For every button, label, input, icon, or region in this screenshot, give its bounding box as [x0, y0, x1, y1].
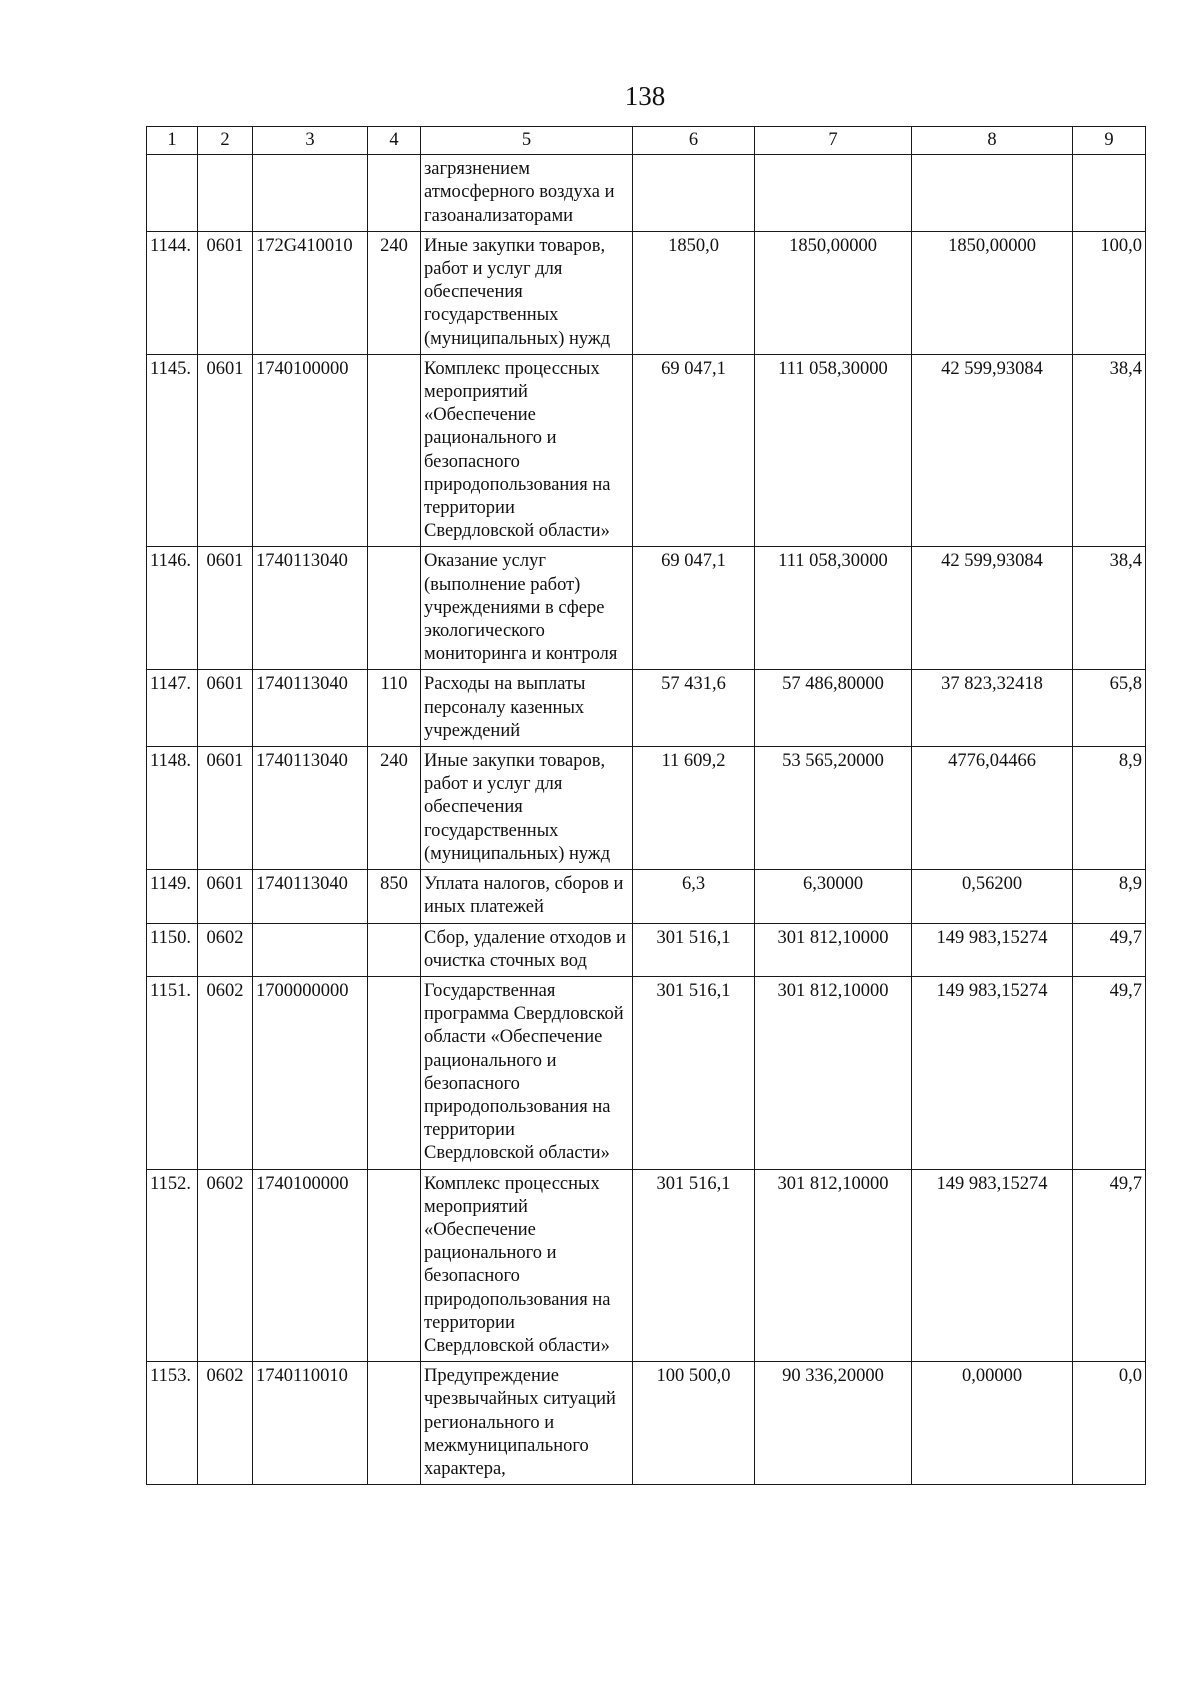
row-number: 1146. — [147, 547, 198, 670]
row-number: 1145. — [147, 354, 198, 547]
target-code: 1740113040 — [253, 870, 368, 923]
section-code: 0601 — [198, 670, 253, 747]
plan-amount: 301 516,1 — [633, 923, 755, 976]
target-code: 172G410010 — [253, 231, 368, 354]
section-code — [198, 155, 253, 232]
item-name: Государственная программа Свердловской области «Обеспечение рационального и безопасного природопользования на территории Свердловской области» — [421, 976, 633, 1169]
refined-amount: 57 486,80000 — [755, 670, 912, 747]
execution-percent: 38,4 — [1073, 547, 1146, 670]
item-name: Расходы на выплаты персоналу казенных учреждений — [421, 670, 633, 747]
column-header: 2 — [198, 127, 253, 155]
refined-amount: 6,30000 — [755, 870, 912, 923]
expense-type — [368, 923, 421, 976]
execution-percent: 8,9 — [1073, 747, 1146, 870]
expense-type: 850 — [368, 870, 421, 923]
header-row — [147, 127, 1146, 155]
expense-type: 240 — [368, 747, 421, 870]
section-code: 0601 — [198, 354, 253, 547]
expense-type — [368, 354, 421, 547]
target-code: 1700000000 — [253, 976, 368, 1169]
row-number: 1147. — [147, 670, 198, 747]
section-code: 0602 — [198, 1169, 253, 1362]
refined-amount: 301 812,10000 — [755, 1169, 912, 1362]
item-name: Комплекс процессных мероприятий «Обеспечение рационального и безопасного природопользования на территории Свердловской области» — [421, 1169, 633, 1362]
column-header: 4 — [368, 127, 421, 155]
column-header: 6 — [633, 127, 755, 155]
target-code: 1740113040 — [253, 670, 368, 747]
executed-amount: 37 823,32418 — [912, 670, 1073, 747]
execution-percent: 49,7 — [1073, 1169, 1146, 1362]
executed-amount — [912, 155, 1073, 232]
executed-amount: 149 983,15274 — [912, 1169, 1073, 1362]
expense-type — [368, 1362, 421, 1485]
refined-amount: 53 565,20000 — [755, 747, 912, 870]
row-number: 1153. — [147, 1362, 198, 1485]
refined-amount: 301 812,10000 — [755, 923, 912, 976]
item-name: Комплекс процессных мероприятий «Обеспечение рационального и безопасного природопользования на территории Свердловской области» — [421, 354, 633, 547]
item-name: Иные закупки товаров, работ и услуг для обеспечения государственных (муниципальных) нужд — [421, 747, 633, 870]
plan-amount: 100 500,0 — [633, 1362, 755, 1485]
executed-amount: 4776,04466 — [912, 747, 1073, 870]
table-row — [147, 747, 1146, 870]
section-code: 0601 — [198, 231, 253, 354]
target-code: 1740110010 — [253, 1362, 368, 1485]
table-row — [147, 976, 1146, 1169]
executed-amount: 1850,00000 — [912, 231, 1073, 354]
refined-amount — [755, 155, 912, 232]
execution-percent — [1073, 155, 1146, 232]
plan-amount: 1850,0 — [633, 231, 755, 354]
executed-amount: 0,00000 — [912, 1362, 1073, 1485]
refined-amount: 111 058,30000 — [755, 354, 912, 547]
executed-amount: 149 983,15274 — [912, 923, 1073, 976]
section-code: 0601 — [198, 747, 253, 870]
plan-amount: 69 047,1 — [633, 547, 755, 670]
execution-percent: 49,7 — [1073, 976, 1146, 1169]
table-row — [147, 547, 1146, 670]
plan-amount: 57 431,6 — [633, 670, 755, 747]
plan-amount: 69 047,1 — [633, 354, 755, 547]
executed-amount: 0,56200 — [912, 870, 1073, 923]
refined-amount: 111 058,30000 — [755, 547, 912, 670]
item-name: Предупреждение чрезвычайных ситуаций регионального и межмуниципального характера, — [421, 1362, 633, 1485]
refined-amount: 90 336,20000 — [755, 1362, 912, 1485]
item-name: Сбор, удаление отходов и очистка сточных вод — [421, 923, 633, 976]
row-number: 1144. — [147, 231, 198, 354]
item-name: Оказание услуг (выполнение работ) учреждениями в сфере экологического мониторинга и контроля — [421, 547, 633, 670]
target-code — [253, 923, 368, 976]
execution-percent: 65,8 — [1073, 670, 1146, 747]
section-code: 0601 — [198, 870, 253, 923]
refined-amount: 301 812,10000 — [755, 976, 912, 1169]
execution-percent: 38,4 — [1073, 354, 1146, 547]
plan-amount: 301 516,1 — [633, 1169, 755, 1362]
section-code: 0601 — [198, 547, 253, 670]
row-number: 1149. — [147, 870, 198, 923]
row-number — [147, 155, 198, 232]
plan-amount: 301 516,1 — [633, 976, 755, 1169]
table-row — [147, 923, 1146, 976]
column-header: 9 — [1073, 127, 1146, 155]
plan-amount: 11 609,2 — [633, 747, 755, 870]
expense-type: 110 — [368, 670, 421, 747]
section-code: 0602 — [198, 923, 253, 976]
table-row — [147, 231, 1146, 354]
execution-percent: 0,0 — [1073, 1362, 1146, 1485]
expense-type — [368, 976, 421, 1169]
target-code: 1740113040 — [253, 547, 368, 670]
table-row — [147, 870, 1146, 923]
expense-type — [368, 155, 421, 232]
target-code: 1740100000 — [253, 354, 368, 547]
budget-table — [146, 126, 1146, 1485]
execution-percent: 49,7 — [1073, 923, 1146, 976]
row-number: 1150. — [147, 923, 198, 976]
column-header: 7 — [755, 127, 912, 155]
target-code — [253, 155, 368, 232]
table-row — [147, 1362, 1146, 1485]
plan-amount — [633, 155, 755, 232]
executed-amount: 149 983,15274 — [912, 976, 1073, 1169]
expense-type — [368, 547, 421, 670]
column-header: 5 — [421, 127, 633, 155]
row-number: 1152. — [147, 1169, 198, 1362]
column-header: 8 — [912, 127, 1073, 155]
table-row — [147, 1169, 1146, 1362]
row-number: 1151. — [147, 976, 198, 1169]
section-code: 0602 — [198, 1362, 253, 1485]
item-name: загрязнением атмосферного воздуха и газоанализаторами — [421, 155, 633, 232]
expense-type — [368, 1169, 421, 1362]
section-code: 0602 — [198, 976, 253, 1169]
item-name: Уплата налогов, сборов и иных платежей — [421, 870, 633, 923]
row-number: 1148. — [147, 747, 198, 870]
target-code: 1740113040 — [253, 747, 368, 870]
column-header: 1 — [147, 127, 198, 155]
item-name: Иные закупки товаров, работ и услуг для обеспечения государственных (муниципальных) нужд — [421, 231, 633, 354]
executed-amount: 42 599,93084 — [912, 354, 1073, 547]
expense-type: 240 — [368, 231, 421, 354]
table-row — [147, 354, 1146, 547]
executed-amount: 42 599,93084 — [912, 547, 1073, 670]
page-number: 138 — [624, 81, 666, 111]
table-row — [147, 155, 1146, 232]
target-code: 1740100000 — [253, 1169, 368, 1362]
column-header: 3 — [253, 127, 368, 155]
execution-percent: 8,9 — [1073, 870, 1146, 923]
refined-amount: 1850,00000 — [755, 231, 912, 354]
execution-percent: 100,0 — [1073, 231, 1146, 354]
table-row — [147, 670, 1146, 747]
plan-amount: 6,3 — [633, 870, 755, 923]
